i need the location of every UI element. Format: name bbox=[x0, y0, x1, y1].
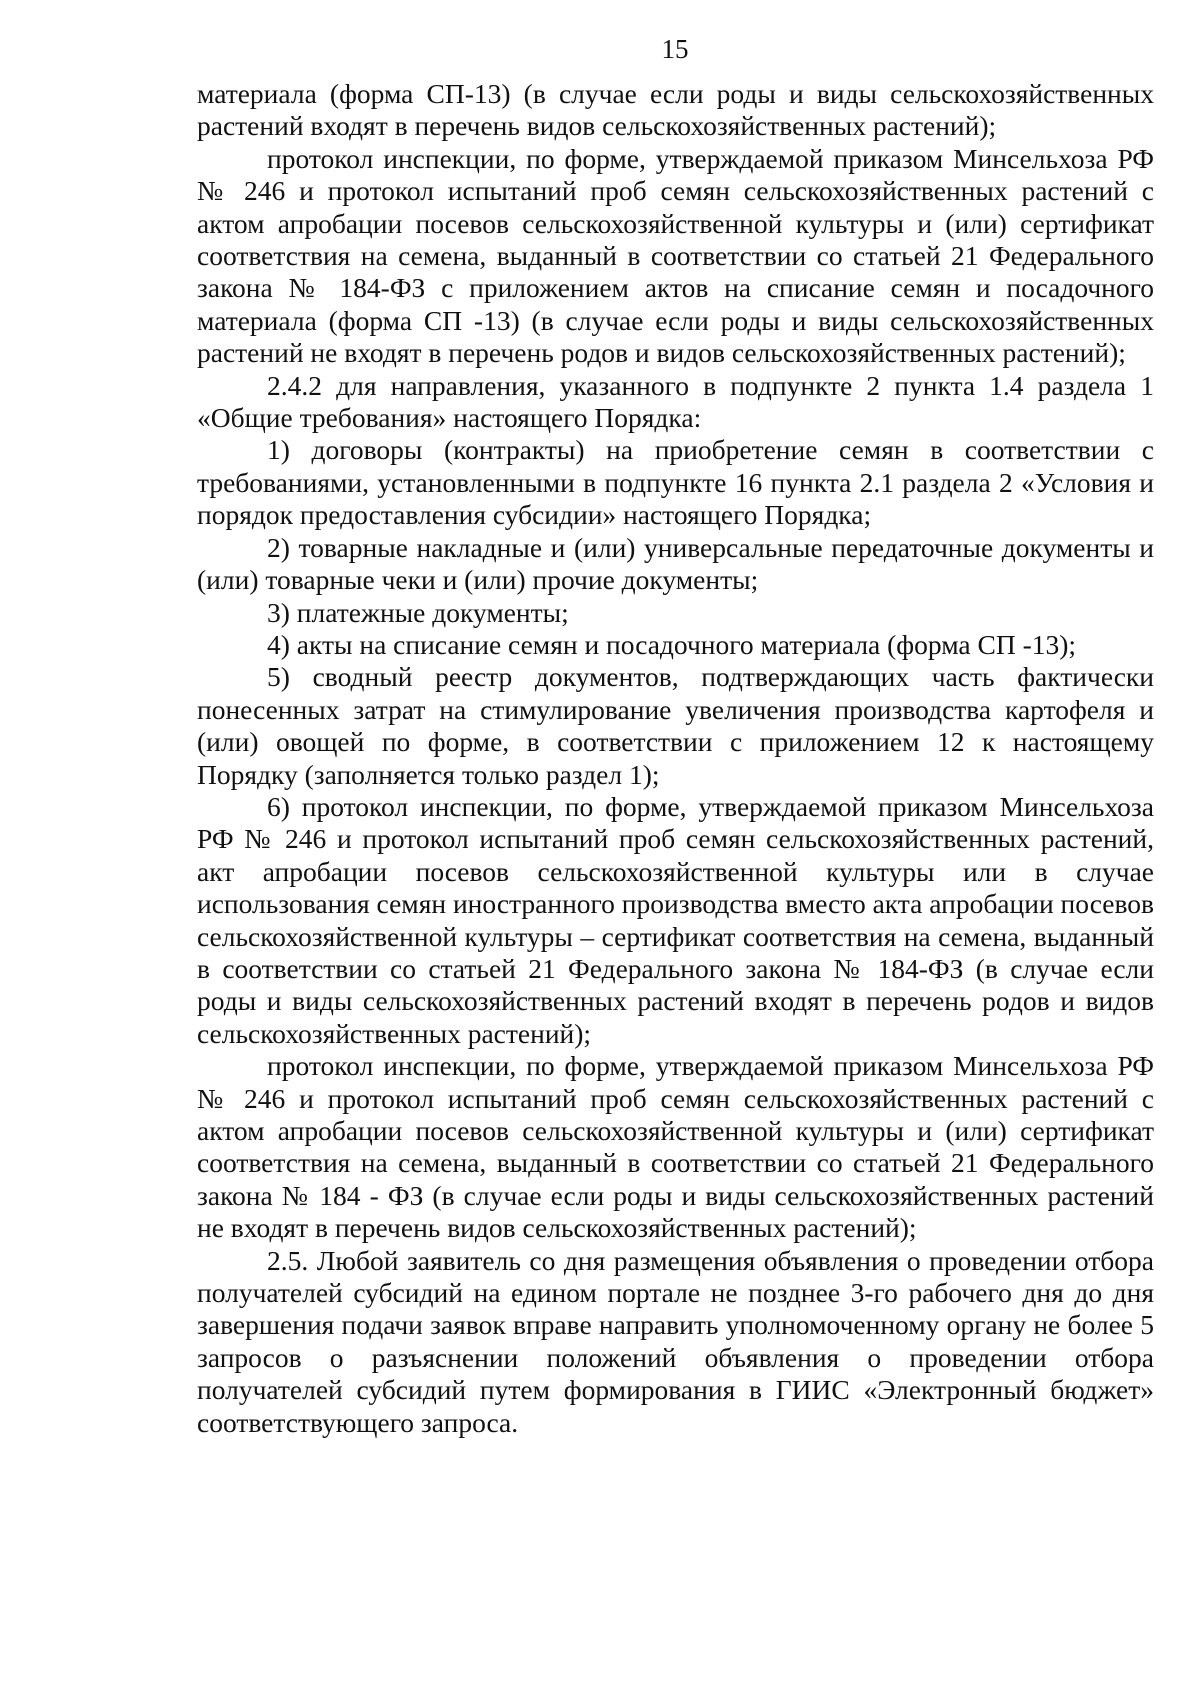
paragraph-2-5: 2.5. Любой заявитель со дня размещения объявления о проведении отбора получателей субсидий на едином портале не позднее 3-го рабочего дня до дня завершения подачи заявок вправе направить уполномоченному органу не более 5 запросов о разъяснении положений объявления о проведении отбора получателей субсидий путем формирования в ГИИС «Электронный бюджет» соответствующего запроса. bbox=[197, 1244, 1154, 1438]
list-item-6-inspection-protocol: 6) протокол инспекции, по форме, утверждаемой приказом Минсельхоза РФ № 246 и протокол испытаний проб семян сельскохозяйственных растений, акт апробации посевов сельскохозяйственной культуры или в случае использования семян иностранного производства вместо акта апробации посевов сельскохозяйственной культуры – сертификат соответствия на семена, выданный в соответствии со статьей 21 Федерального закона № 184-ФЗ (в случае если роды и виды сельскохозяйственных растений входят в перечень родов и видов сельскохозяйственных растений); bbox=[197, 790, 1154, 1049]
list-item-2-invoices: 2) товарные накладные и (или) универсальные передаточные документы и (или) товарные чеки и (или) прочие документы; bbox=[197, 531, 1154, 596]
paragraph-2-4-2: 2.4.2 для направления, указанного в подпункте 2 пункта 1.4 раздела 1 «Общие требования» настоящего Порядка: bbox=[197, 369, 1154, 434]
paragraph-inspection-protocol-not-in-list: протокол инспекции, по форме, утверждаемой приказом Минсельхоза РФ № 246 и протокол испытаний проб семян сельскохозяйственных растений с актом апробации посевов сельскохозяйственной культуры и (или) сертификат соответствия на семена, выданный в соответствии со статьей 21 Федерального закона № 184-ФЗ с приложением актов на списание семян и посадочного материала (форма СП -13) (в случае если роды и виды сельскохозяйственных растений не входят в перечень родов и видов сельскохозяйственных растений); bbox=[197, 142, 1154, 369]
list-item-3-payment-documents: 3) платежные документы; bbox=[267, 596, 569, 628]
paragraph-inspection-protocol-alt: протокол инспекции, по форме, утверждаемой приказом Минсельхоза РФ № 246 и протокол испытаний проб семян сельскохозяйственных растений с актом апробации посевов сельскохозяйственной культуры и (или) сертификат соответствия на семена, выданный в соответствии со статьей 21 Федерального закона № 184 - ФЗ (в случае если роды и виды сельскохозяйственных растений не входят в перечень видов сельскохозяйственных растений); bbox=[197, 1050, 1154, 1244]
list-item-4-write-off-acts: 4) акты на списание семян и посадочного материала (форма СП -13); bbox=[267, 628, 1077, 660]
document-body bbox=[197, 78, 1154, 1439]
list-item-1-contracts: 1) договоры (контракты) на приобретение семян в соответствии с требованиями, установленными в подпункте 16 пункта 2.1 раздела 2 «Условия и порядок предоставления субсидии» настоящего Порядка; bbox=[197, 434, 1154, 531]
paragraph-continuation: материала (форма СП-13) (в случае если роды и виды сельскохозяйственных растений входят в перечень видов сельскохозяйственных растений); bbox=[197, 78, 1154, 142]
page-number: 15 bbox=[661, 34, 689, 64]
list-item-5-registry: 5) сводный реестр документов, подтверждающих часть фактически понесенных затрат на стимулирование увеличения производства картофеля и (или) овощей по форме, в соответствии с приложением 12 к настоящему Порядку (заполняется только раздел 1); bbox=[197, 661, 1154, 790]
